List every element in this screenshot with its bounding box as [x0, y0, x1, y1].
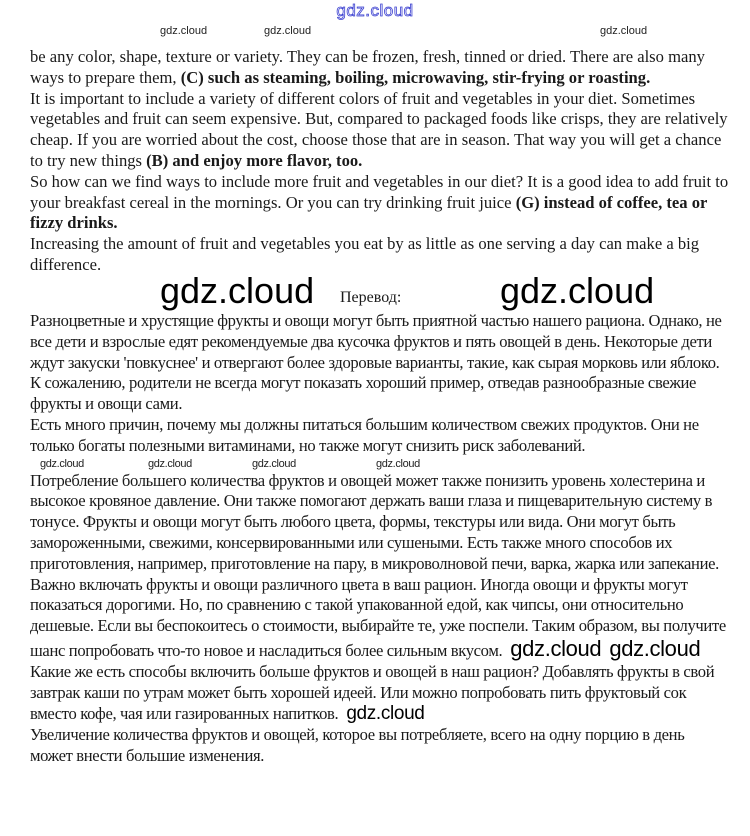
watermark: gdz.cloud	[376, 457, 420, 470]
text: So how can we find ways to include more fruit and vegetables in our diet? It is a good idea to add fruit to your breakfast cereal in the mornings. Or you can try drinking fruit juice	[30, 171, 729, 212]
watermark-strip	[0, 24, 750, 38]
watermark: gdz.cloud	[148, 457, 192, 470]
paragraph	[30, 172, 730, 234]
text: be any color, shape, texture or variety. They can be frozen, fresh, tinned or dried. There are also many ways to prepare them,	[30, 47, 705, 87]
translation-header-row	[0, 272, 750, 310]
answer-c: (C) such as steaming, boiling, microwaving, stir-frying or roasting.	[180, 67, 651, 87]
watermark: gdz.cloud	[510, 635, 602, 661]
translation-paragraph: К сожалению, родители не всегда могут показать хороший пример, отведав разнообразные свежие фрукты и овощи сами.	[30, 373, 697, 414]
translation-paragraph: Увеличение количества фруктов и овощей, которое вы потребляете, всего на одну порцию в день может внести большие изменения.	[30, 725, 685, 765]
watermark: gdz.cloud	[40, 457, 84, 470]
watermark: gdz.cloud	[160, 25, 208, 37]
translation-paragraph: Разноцветные и хрустящие фрукты и овощи могут быть приятной частью нашего рациона. Однако, не все дети и взрослые едят рекомендуемые два кусочка фруктов и пять овощей в день. Некоторые дети ждут закуски 'повкуснее' и отвергают более здоровые варианты, такие, как сырая морковь или яблоко.	[30, 311, 722, 372]
translation-paragraph	[30, 575, 730, 662]
watermark: gdz.cloud	[160, 270, 315, 311]
paragraph: Increasing the amount of fruit and vegetables you eat by as little as one serving a day can make a big difference.	[30, 234, 700, 274]
watermark-strip	[30, 457, 730, 471]
translation-paragraph: Потребление большего количества фруктов и овощей может также понизить уровень холестерина и высокое кровяное давление. Они также помогают держать ваши глаза и пищеварительную систему в тонусе. Фрукты и овощи могут быть любого цвета, формы, текстуры или вида. Они могут быть замороженными, свежими, консервированными или сушеными. Есть также много способов их приготовления, например, приготовление на пару, в микроволновой печи, варка, жарка или запекание.	[30, 470, 719, 573]
translation-paragraph	[30, 662, 730, 725]
watermark: gdz.cloud	[500, 270, 655, 311]
site-logo: gdz.cloud	[336, 1, 414, 20]
translation-text	[30, 311, 730, 767]
text: Важно включать фрукты и овощи различного цвета в ваш рацион. Иногда овощи и фрукты могут показаться дорогими. Но, по сравнению с такой упакованной едой, как чипсы, они относительно дешевые. Если вы беспокоитесь о стоимости, выбирайте те, уже поспели. Таким образом, вы получите шанс попробовать что-то новое и насладиться более сильным вкусом.	[30, 574, 726, 660]
text: It is important to include a variety of different colors of fruit and vegetables in your diet. Sometimes vegetables and fruit can seem expensive. But, compared to packaged foods like crisps, they are relatively cheap. If you are worried about the cost, choose those that are in season. That way you will get a chance to try new things	[30, 88, 728, 170]
watermark: gdz.cloud	[600, 25, 648, 37]
watermark: gdz.cloud	[346, 703, 425, 725]
answer-b: (B) and enjoy more flavor, too.	[146, 150, 363, 170]
text: Какие же есть способы включить больше фруктов и овощей в наш рацион? Добавлять фрукты в свой завтрак каши по утрам может быть хорошей идеей. Или можно попробовать пить фруктовый сок вместо кофе, чая или газированных напитков.	[30, 661, 715, 724]
watermark: gdz.cloud	[252, 457, 296, 470]
answer-g: (G) instead of coffee, tea or fizzy drinks.	[30, 192, 708, 233]
watermark: gdz.cloud	[609, 635, 701, 661]
paragraph	[30, 89, 730, 172]
watermark: gdz.cloud	[264, 25, 312, 37]
translation-paragraph: Есть много причин, почему мы должны питаться большим количеством свежих продуктов. Они не только богаты полезными витаминами, но также могут снизить риск заболеваний.	[30, 414, 699, 455]
paragraph	[30, 47, 730, 89]
translation-title: Перевод:	[340, 289, 402, 306]
english-text	[30, 47, 730, 276]
